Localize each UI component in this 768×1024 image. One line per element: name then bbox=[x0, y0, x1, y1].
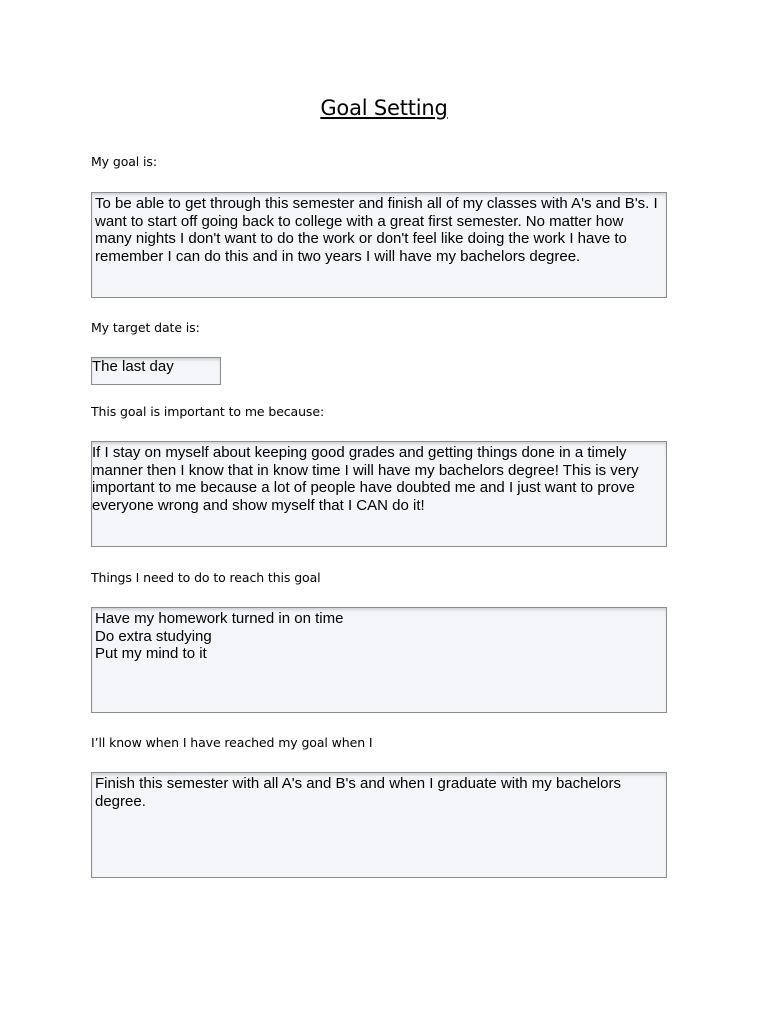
importance-label: This goal is important to me because: bbox=[91, 404, 325, 419]
goal-reached-text-field[interactable]: Finish this semester with all A's and B's and when I graduate with my bachelors degree. bbox=[91, 772, 667, 878]
steps-text-field[interactable]: Have my homework turned in on time Do extra studying Put my mind to it bbox=[91, 607, 667, 713]
goal-reached-label: I’ll know when I have reached my goal when I bbox=[91, 735, 373, 750]
page-title: Goal Setting bbox=[320, 96, 448, 120]
steps-label: Things I need to do to reach this goal bbox=[91, 570, 321, 585]
importance-text-field[interactable]: If I stay on myself about keeping good grades and getting things done in a timely manner then I know that in know time I will have my bachelors degree! This is very important to me because a lot of people have doubted me and I just want to prove everyone wrong and show myself that I CAN do it! bbox=[91, 441, 667, 547]
goal-label: My goal is: bbox=[91, 154, 157, 169]
target-date-field[interactable]: The last day bbox=[91, 357, 221, 385]
goal-text-field[interactable]: To be able to get through this semester and finish all of my classes with A's and B's. I want to start off going back to college with a great first semester. No matter how many nights I don't want to do the work or don't feel like doing the work I have to remember I can do this and in two years I will have my bachelors degree. bbox=[91, 192, 667, 298]
target-date-label: My target date is: bbox=[91, 320, 200, 335]
